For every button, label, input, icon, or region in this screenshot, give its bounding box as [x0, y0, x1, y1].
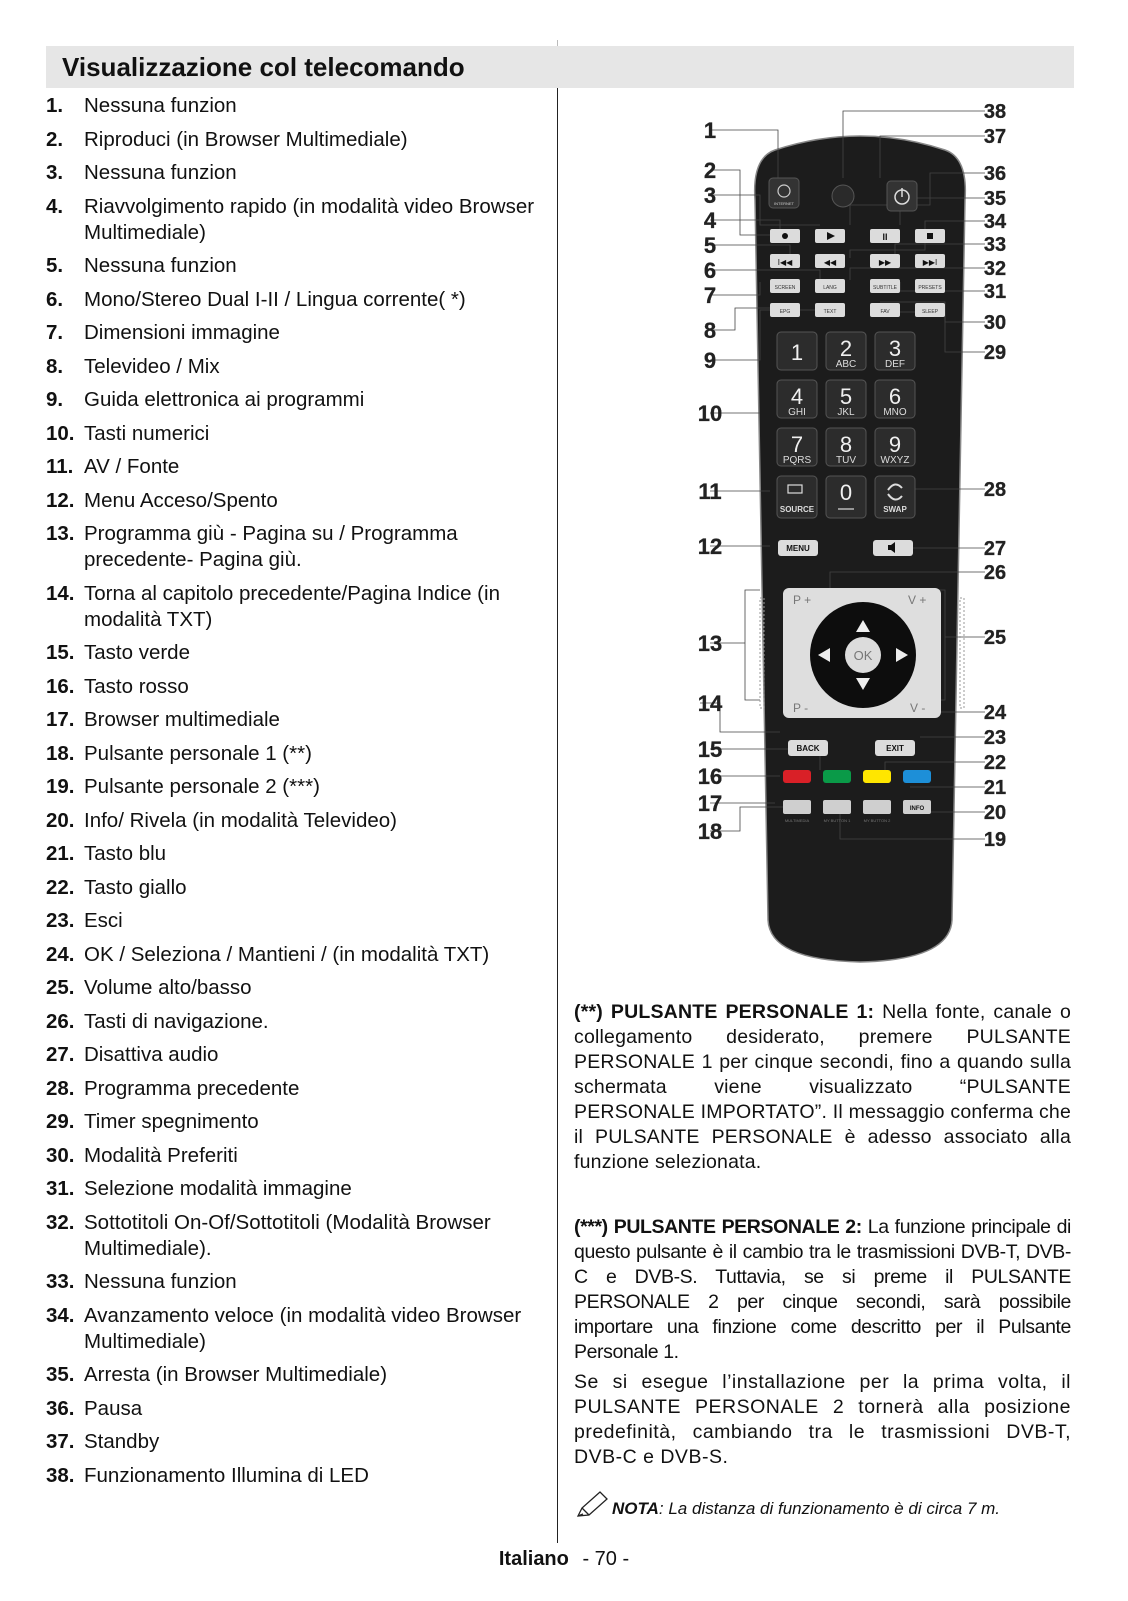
screen-label: SCREEN — [774, 285, 796, 291]
callout-number: 1 — [703, 118, 717, 143]
item-number: 34. — [46, 1303, 75, 1327]
item-text: Tasto blu — [84, 842, 167, 865]
list-item — [46, 320, 546, 346]
list-item — [46, 640, 546, 666]
list-item — [46, 253, 546, 279]
mybutton1-button — [823, 800, 851, 814]
callout-number: 5 — [703, 233, 717, 258]
item-number: 2. — [46, 127, 64, 151]
page-title: Visualizzazione col telecomando — [62, 52, 465, 82]
item-number: 29. — [46, 1110, 75, 1133]
callout-number: 25 — [983, 627, 1007, 649]
item-text: Disattiva audio — [84, 1043, 219, 1066]
item-text: Guida elettronica ai programmi — [84, 388, 365, 411]
item-number: 23. — [46, 909, 75, 932]
rewind-icon: ◀◀ — [823, 258, 837, 267]
item-text: Menu Acceso/Spento — [84, 488, 278, 512]
personal-button-1-text: Nella fonte, canale o collegamento desiderato, premere PULSANTE PERSONALE 1 per cinque secondi, fino a quando sulla schermata viene visualizzato “PULSANTE PERSONALE IMPORTATO”. Il messaggio conferma che il PULSANTE PERSONALE è adesso associato alla funzione selezionata. — [574, 1001, 1071, 1173]
list-item — [46, 581, 546, 633]
callout-number: 30 — [983, 312, 1007, 334]
list-item — [46, 1303, 546, 1355]
callout-number: 3 — [703, 183, 717, 208]
svg-text:6: 6 — [888, 384, 902, 409]
list-item — [46, 387, 546, 413]
menu-label: MENU — [786, 544, 810, 553]
list-item — [46, 707, 546, 733]
item-text: Nessuna funzion — [84, 161, 237, 184]
svg-text:2: 2 — [839, 336, 853, 361]
item-text: Nessuna funzion — [84, 1270, 237, 1293]
item-text: Modalità Preferiti — [84, 1143, 238, 1167]
multimedia-button — [783, 800, 811, 814]
callout-number: 28 — [983, 479, 1007, 501]
svg-text:WXYZ: WXYZ — [880, 455, 910, 466]
personal-button-2-note — [574, 1215, 1071, 1365]
list-item — [46, 975, 546, 1001]
led-indicator — [832, 185, 854, 207]
list-item — [46, 1042, 546, 1068]
mybutton2-label: MY BUTTON 2 — [863, 818, 891, 823]
internet-label: INTERNET — [774, 201, 794, 206]
callout-number: 32 — [983, 258, 1007, 280]
callout-number: 9 — [703, 348, 717, 373]
svg-text:1: 1 — [790, 340, 804, 365]
list-item — [46, 1009, 546, 1035]
item-number: 3. — [46, 161, 64, 184]
list-item — [46, 674, 546, 700]
item-text: Dimensioni immagine — [84, 321, 280, 344]
item-number: 35. — [46, 1363, 75, 1386]
item-text: Pulsante personale 2 (***) — [84, 775, 320, 798]
list-item — [46, 354, 546, 380]
blue-button — [903, 770, 931, 783]
svg-text:4: 4 — [790, 384, 804, 409]
item-number: 4. — [46, 194, 64, 218]
item-text: Tasto verde — [84, 641, 190, 664]
item-number: 31. — [46, 1177, 75, 1200]
svg-text:TUV: TUV — [836, 455, 856, 466]
nota-box — [574, 1490, 1074, 1522]
personal-button-2-text: La funzione principale di questo pulsante è il cambio tra le trasmissioni DVB-T, DVB-C e DVB-S. Tuttavia, se si preme il PULSANTE PERSONALE 2 per cinque secondi, sarà possibile importare una finzione come descritto per il Pulsante Personale 1. — [574, 1216, 1071, 1363]
item-number: 6. — [46, 287, 64, 311]
list-item — [46, 93, 546, 119]
svg-text:MNO: MNO — [883, 407, 907, 418]
item-number: 22. — [46, 875, 75, 899]
svg-text:DEF: DEF — [885, 359, 905, 370]
callout-number: 16 — [697, 764, 723, 789]
list-item — [46, 1210, 546, 1262]
item-text: Arresta (in Browser Multimediale) — [84, 1363, 388, 1386]
item-text: Funzionamento Illumina di LED — [84, 1463, 369, 1487]
callout-number: 12 — [697, 534, 723, 559]
record-icon — [782, 233, 788, 239]
list-item — [46, 454, 546, 480]
item-text: Esci — [84, 909, 123, 932]
callout-number: 10 — [697, 401, 723, 426]
first-install-note: Se si esegue l’installazione per la prima volta, il PULSANTE PERSONALE 2 tornerà alla posizione predefinità, cambiando tra le trasmissioni DVB-T, DVB-C e DVB-S. — [574, 1371, 1071, 1468]
callout-number: 2 — [703, 158, 717, 183]
item-number: 37. — [46, 1430, 75, 1453]
item-number: 5. — [46, 254, 64, 277]
list-item — [46, 1463, 546, 1489]
item-number: 11. — [46, 455, 74, 478]
item-text: Tasto giallo — [84, 875, 187, 899]
item-number: 15. — [46, 641, 75, 664]
item-text: OK / Seleziona / Mantieni / (in modalità TXT) — [84, 942, 490, 966]
red-button — [783, 770, 811, 783]
remote-control-illustration — [688, 100, 1018, 980]
list-item — [46, 1176, 546, 1202]
item-number: 9. — [46, 388, 64, 411]
svg-text:0: 0 — [839, 480, 853, 505]
item-text: Timer spegnimento — [84, 1110, 259, 1133]
item-text: Riavvolgimento rapido (in modalità video Browser Multimediale) — [84, 194, 535, 244]
svg-text:GHI: GHI — [788, 407, 806, 418]
page-footer — [0, 1548, 1128, 1571]
list-item — [46, 841, 546, 867]
callout-number: 29 — [983, 342, 1007, 364]
item-number: 25. — [46, 976, 75, 999]
column-divider — [557, 88, 558, 1543]
p-minus-label: P - — [793, 701, 809, 715]
list-item — [46, 127, 546, 153]
item-text: Pulsante personale 1 (**) — [84, 741, 312, 765]
column-divider-top — [557, 40, 558, 46]
item-number: 1. — [46, 94, 64, 117]
callout-number: 38 — [983, 101, 1007, 123]
item-number: 19. — [46, 775, 75, 798]
item-text: Browser multimediale — [84, 708, 280, 731]
item-text: Programma giù - Pagina su / Programma precedente- Pagina giù. — [84, 522, 458, 571]
item-number: 7. — [46, 321, 64, 344]
item-number: 14. — [46, 581, 75, 605]
item-number: 33. — [46, 1270, 75, 1293]
subtitle-label: SUBTITLE — [873, 285, 897, 291]
svg-text:JKL: JKL — [837, 407, 855, 418]
item-number: 16. — [46, 674, 75, 698]
v-minus-label: V - — [910, 701, 926, 715]
list-item — [46, 908, 546, 934]
item-number: 30. — [46, 1143, 75, 1167]
item-text: Riproduci (in Browser Multimediale) — [84, 127, 408, 151]
multimedia-label: MULTIMEDIA — [784, 818, 810, 823]
callout-number: 19 — [983, 829, 1007, 851]
callout-number: 33 — [983, 234, 1007, 256]
item-text: Torna al capitolo precedente/Pagina Indice (in modalità TXT) — [84, 581, 500, 631]
swap-label: SWAP — [883, 505, 907, 514]
item-number: 12. — [46, 488, 75, 512]
callout-number: 17 — [697, 791, 723, 816]
item-text: Sottotitoli On-Of/Sottotitoli (Modalità Browser Multimediale). — [84, 1210, 491, 1260]
callout-number: 13 — [697, 631, 723, 656]
item-text: Avanzamento veloce (in modalità video Browser Multimediale) — [84, 1303, 522, 1353]
item-number: 36. — [46, 1396, 75, 1420]
list-item — [46, 1362, 546, 1388]
list-item — [46, 194, 546, 246]
page-number: - 70 - — [582, 1548, 630, 1570]
mybutton2-button — [863, 800, 891, 814]
callout-number: 31 — [983, 281, 1007, 303]
list-item — [46, 488, 546, 514]
item-text: Selezione modalità immagine — [84, 1177, 352, 1200]
item-number: 17. — [46, 708, 75, 731]
svg-text:8: 8 — [839, 432, 853, 457]
item-text: Tasti di navigazione. — [84, 1009, 269, 1033]
callout-number: 22 — [983, 752, 1007, 774]
item-text: Nessuna funzion — [84, 94, 237, 117]
fav-label: FAV — [880, 309, 890, 315]
list-item — [46, 875, 546, 901]
stop-icon — [927, 233, 933, 239]
function-list — [46, 93, 546, 1496]
svg-text:5: 5 — [839, 384, 853, 409]
item-text: Info/ Rivela (in modalità Televideo) — [84, 808, 397, 832]
fast-forward-icon: ▶▶ — [878, 258, 892, 267]
item-number: 10. — [46, 421, 75, 445]
item-number: 27. — [46, 1043, 75, 1066]
callout-number: 8 — [703, 318, 717, 343]
callout-number: 35 — [983, 188, 1007, 210]
list-item — [46, 808, 546, 834]
source-label: SOURCE — [779, 505, 815, 514]
svg-text:ABC: ABC — [835, 359, 857, 370]
epg-label: EPG — [779, 309, 791, 315]
callout-number: 4 — [703, 208, 717, 233]
item-number: 21. — [46, 842, 75, 865]
list-item — [46, 1429, 546, 1455]
personal-button-1-note — [574, 1000, 1071, 1175]
info-label: INFO — [909, 806, 925, 812]
item-number: 18. — [46, 741, 75, 765]
callout-number: 24 — [983, 702, 1007, 724]
list-item — [46, 421, 546, 447]
callout-number: 23 — [983, 727, 1007, 749]
svg-text:PQRS: PQRS — [782, 455, 812, 466]
item-text: Nessuna funzion — [84, 254, 237, 277]
list-item — [46, 160, 546, 186]
item-text: AV / Fonte — [84, 455, 180, 478]
callout-number: 14 — [697, 691, 723, 716]
personal-button-2-heading: (***) PULSANTE PERSONALE 2: — [574, 1216, 862, 1238]
callout-number: 37 — [983, 126, 1007, 148]
item-text: Mono/Stereo Dual I-II / Lingua corrente( *) — [84, 287, 466, 311]
list-item — [46, 1076, 546, 1102]
title-bar — [46, 46, 1074, 88]
nota-label: NOTA — [612, 1499, 659, 1518]
exit-label: EXIT — [886, 744, 904, 753]
list-item — [46, 942, 546, 968]
list-item — [46, 1109, 546, 1135]
item-text: Pausa — [84, 1396, 143, 1420]
personal-button-1-heading: (**) PULSANTE PERSONALE 1: — [574, 1001, 875, 1023]
item-number: 32. — [46, 1210, 75, 1234]
presets-label: PRESETS — [918, 285, 942, 291]
callout-number: 36 — [983, 163, 1007, 185]
callout-number: 34 — [983, 211, 1007, 233]
sleep-label: SLEEP — [921, 309, 939, 315]
list-item — [46, 521, 546, 573]
item-text: Standby — [84, 1430, 160, 1453]
svg-text:9: 9 — [888, 432, 902, 457]
callout-number: 7 — [703, 283, 717, 308]
list-item — [46, 1269, 546, 1295]
footer-language: Italiano — [498, 1548, 569, 1570]
pencil-icon — [574, 1490, 610, 1520]
yellow-button — [863, 770, 891, 783]
callout-number: 20 — [983, 802, 1007, 824]
callout-number: 11 — [698, 479, 722, 504]
callout-number: 6 — [703, 258, 717, 283]
callout-number: 21 — [983, 777, 1007, 799]
svg-text:3: 3 — [888, 336, 902, 361]
p-plus-label: P + — [793, 593, 812, 607]
callout-number: 27 — [983, 538, 1007, 560]
next-icon: ▶▶I — [922, 258, 938, 267]
nota-text: : La distanza di funzionamento è di circa 7 m. — [658, 1499, 1001, 1518]
text-label: TEXT — [823, 309, 837, 315]
item-text: Televideo / Mix — [84, 354, 220, 378]
item-number: 13. — [46, 522, 75, 545]
item-number: 8. — [46, 354, 64, 378]
svg-text:7: 7 — [790, 432, 804, 457]
pause-icon: II — [882, 232, 888, 242]
item-text: Tasti numerici — [84, 421, 210, 445]
item-number: 38. — [46, 1463, 75, 1487]
item-text: Volume alto/basso — [84, 976, 252, 999]
green-button — [823, 770, 851, 783]
back-label: BACK — [796, 744, 820, 753]
item-number: 20. — [46, 808, 75, 832]
list-item — [46, 1143, 546, 1169]
list-item — [46, 1396, 546, 1422]
item-number: 26. — [46, 1009, 75, 1033]
list-item — [46, 741, 546, 767]
item-text: Programma precedente — [84, 1076, 300, 1100]
prev-icon: I◀◀ — [777, 258, 793, 267]
list-item — [46, 287, 546, 313]
lang-label: LANG — [823, 285, 837, 291]
callout-number: 26 — [983, 562, 1007, 584]
list-item — [46, 774, 546, 800]
ok-label: OK — [853, 648, 873, 663]
callout-number: 15 — [697, 737, 723, 762]
mybutton1-label: MY BUTTON 1 — [823, 818, 851, 823]
v-plus-label: V + — [908, 593, 927, 607]
item-text: Tasto rosso — [84, 674, 189, 698]
item-number: 28. — [46, 1076, 75, 1100]
item-number: 24. — [46, 942, 75, 966]
callout-number: 18 — [697, 819, 723, 844]
